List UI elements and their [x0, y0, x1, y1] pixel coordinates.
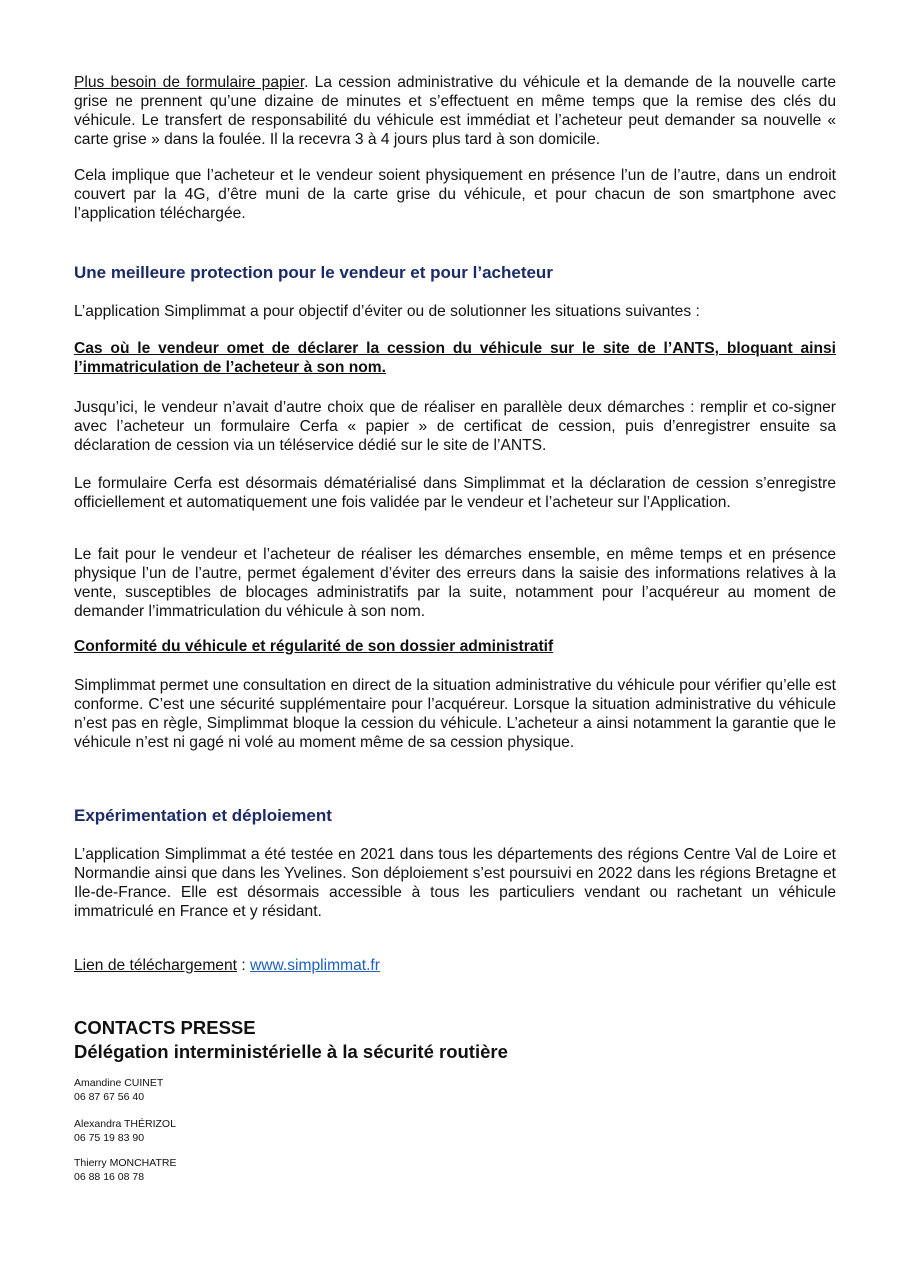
paragraph-cerfa: Le formulaire Cerfa est désormais dématérialisé dans Simplimmat et la déclaration de cession s’enregistre officiellement et automatiquement une fois validée par le vendeur et l’acheteur sur l’Application. [74, 475, 836, 511]
paragraph-paperless [74, 73, 836, 149]
contact-name: Amandine CUINET [74, 1077, 164, 1089]
contact-phone: 06 87 67 56 40 [74, 1090, 145, 1103]
contacts-subtitle: Délégation interministérielle à la sécurité routière [74, 1041, 508, 1062]
section-heading-deployment: Expérimentation et déploiement [74, 806, 332, 825]
paragraph-deployment: L’application Simplimmat a été testée en 2021 dans tous les départements des régions Centre Val de Loire et Normandie ainsi que dans les Yvelines. Son déploiement s’est poursuivi en 2022 dans les régions Bretagne et Ile-de-France. Elle est désormais accessible à tous les particuliers vendant ou rachetant un véhicule immatriculé en France et y résidant. [74, 846, 836, 920]
paragraph-objective: L’application Simplimmat a pour objectif d’éviter ou de solutionner les situations suivantes : [74, 303, 700, 320]
contact-name: Thierry MONCHATRE [74, 1157, 177, 1169]
paragraph-together: Le fait pour le vendeur et l’acheteur de réaliser les démarches ensemble, en même temps et en présence physique l’un de l’autre, permet également d’éviter des erreurs dans la saisie des informations relatives à la vente, susceptibles de blocages administratifs par la suite, notamment pour l’acquéreur au moment de demander l’immatriculation du véhicule à son nom. [74, 546, 836, 620]
download-line [74, 956, 836, 975]
contact-phone: 06 88 16 08 78 [74, 1170, 145, 1183]
contacts-title: CONTACTS PRESSE [74, 1017, 256, 1038]
contact-entry [74, 1157, 176, 1184]
separator: : [236, 957, 250, 974]
contact-entry [74, 1077, 163, 1104]
download-label: Lien de téléchargement [74, 957, 237, 974]
paragraph-requirements: Cela implique que l’acheteur et le vendeur soient physiquement en présence l’un de l’autre, dans un endroit couvert par la 4G, d’être muni de la carte grise du véhicule, et pour chacun de son smartphone avec l’application téléchargée. [74, 167, 836, 222]
subheading-seller-omission: Cas où le vendeur omet de déclarer la cession du véhicule sur le site de l’ANTS, bloquant ainsi l’immatriculation de l’acheteur à son nom. [74, 340, 836, 376]
contact-entry [74, 1118, 176, 1145]
paragraph-consultation: Simplimmat permet une consultation en direct de la situation administrative du véhicule pour vérifier qu’elle est conforme. C’est une sécurité supplémentaire pour l’acquéreur. Lorsque la situation administrative du véhicule n’est pas en règle, Simplimmat bloque la cession du véhicule. L’acheteur a ainsi notamment la garantie que le véhicule n’est ni gagé ni volé au moment même de sa cession physique. [74, 677, 836, 751]
subheading-conformity: Conformité du véhicule et régularité de son dossier administratif [74, 638, 554, 655]
paragraph-text: . La cession administrative du véhicule et la demande de la nouvelle carte grise ne prennent qu’une dizaine de minutes et s’effectuent en même temps que la remise des clés du véhicule. Le transfert de responsabilité du véhicule est immédiat et l’acheteur peut demander sa nouvelle « carte grise » dans la foulée. Il la recevra 3 à 4 jours plus tard à son domicile. [74, 74, 836, 148]
contact-phone: 06 75 19 83 90 [74, 1131, 145, 1144]
paragraph-previous-process: Jusqu’ici, le vendeur n’avait d’autre choix que de réaliser en parallèle deux démarches : remplir et co-signer avec l’acheteur un formulaire Cerfa « papier » de certificat de cession, puis d’enregistrer ensuite sa déclaration de cession via un téléservice dédié sur le site de l’ANTS. [74, 399, 836, 454]
download-link[interactable]: www.simplimmat.fr [249, 957, 380, 974]
section-heading-protection: Une meilleure protection pour le vendeur et pour l’acheteur [74, 263, 553, 282]
paragraph-lead: Plus besoin de formulaire papier [74, 74, 305, 91]
contact-name: Alexandra THÉRIZOL [74, 1118, 176, 1130]
